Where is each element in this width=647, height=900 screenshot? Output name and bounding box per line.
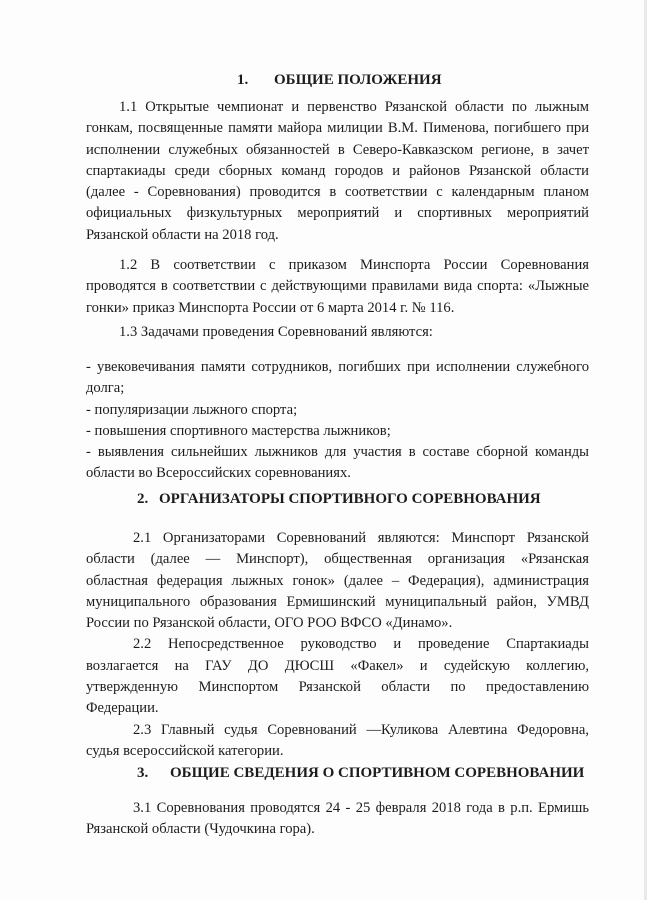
text-line: (далее - Соревнования) проводится в соответствии с календарным планом xyxy=(86,184,589,201)
text-line: России по Рязанской области, ОГО РОО ВФСО «Динамо». xyxy=(86,615,453,632)
text-line: 2.1 Организаторами Соревнований являются: Минспорт Рязанской xyxy=(133,530,589,546)
section-2-number: 2. xyxy=(137,491,149,507)
section-3-title: ОБЩИЕ СВЕДЕНИЯ О СПОРТИВНОМ СОРЕВНОВАНИИ xyxy=(170,765,585,781)
text-line: 1.3 Задачами проведения Соревнований являются: xyxy=(119,324,433,340)
text-line: Федерации. xyxy=(86,700,159,717)
list-item: долга; xyxy=(86,380,125,397)
paragraph-1-1 xyxy=(86,97,589,246)
text-line: 2.3 Главный судья Соревнований —Куликова Алевтина Федоровна, xyxy=(133,721,589,738)
text-line: проводятся в соответствии с действующими правилами вида спорта: «Лыжные xyxy=(86,278,589,295)
text-line: гонкам, посвященные памяти майора милиции В.М. Пименова, погибшего при xyxy=(86,120,589,137)
tasks-list xyxy=(86,357,589,485)
section-2-title: ОРГАНИЗАТОРЫ СПОРТИВНОГО СОРЕВНОВАНИЯ xyxy=(159,491,541,507)
text-line: судья всероссийской категории. xyxy=(86,742,284,759)
text-line: гонки» приказ Минспорта России от 6 марта 2014 г. № 116. xyxy=(86,299,455,316)
list-item: - повышения спортивного мастерства лыжников; xyxy=(86,422,391,439)
section-1-title: ОБЩИЕ ПОЛОЖЕНИЯ xyxy=(274,72,442,88)
text-line: Рязанской области (Чудочкина гора). xyxy=(86,821,315,838)
text-line: областная федерация лыжных гонок» (далее – Федерация), администрация xyxy=(86,572,589,589)
text-line: 1.1 Открытые чемпионат и первенство Рязанской области по лыжным xyxy=(119,99,589,115)
text-line: спартакиады среди сборных команд городов и районов Рязанской области xyxy=(86,162,589,179)
text-line: муниципального образования Ермишинский муниципальный район, УМВД xyxy=(86,593,589,610)
paragraph-1-2 xyxy=(86,255,589,319)
paragraph-1-3 xyxy=(86,322,589,343)
text-line: области (далее — Минспорт), общественная организация «Рязанская xyxy=(86,551,589,568)
section-3-body xyxy=(86,798,589,841)
section-3-number: 3. xyxy=(137,765,149,781)
list-item: - увековечивания памяти сотрудников, погибших при исполнении служебного xyxy=(86,359,589,375)
list-item: - выявления сильнейших лыжников для участия в составе сборной команды xyxy=(86,444,589,461)
text-line: 1.2 В соответствии с приказом Минспорта России Соревнования xyxy=(119,257,589,273)
text-line: возлагается на ГАУ ДО ДЮСШ «Факел» и судейскую коллегию, xyxy=(86,657,589,674)
text-line: Рязанской области на 2018 год. xyxy=(86,226,279,243)
text-line: официальных физкультурных мероприятий и спортивных мероприятий xyxy=(86,205,589,222)
text-line: утвержденную Минспортом Рязанской области по предоставлению xyxy=(86,679,589,696)
list-item: - популяризации лыжного спорта; xyxy=(86,401,298,418)
text-line: исполнении служебных обязанностей в Северо-Кавказском регионе, в зачет xyxy=(86,141,589,158)
section-1-number: 1. xyxy=(237,72,249,88)
list-item: области во Всероссийских соревнованиях. xyxy=(86,465,351,482)
section-2-body xyxy=(86,528,589,762)
text-line: 2.2 Непосредственное руководство и проведение Спартакиады xyxy=(133,636,589,653)
text-line: 3.1 Соревнования проводятся 24 - 25 февраля 2018 года в р.п. Ермишь xyxy=(133,800,589,816)
